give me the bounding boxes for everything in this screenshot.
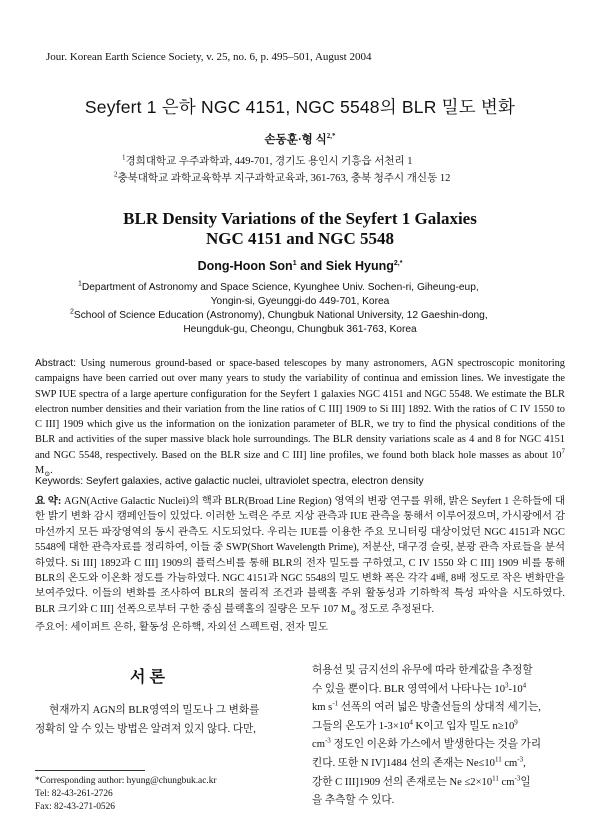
intro-right-line-3-sup: -1 [332,699,339,708]
intro-right-line-2-sup1: 3 [505,681,509,690]
english-affiliation-line-1 [78,282,479,293]
english-authors [0,259,600,273]
korean-abstract [35,494,565,621]
english-author-1: Dong-Hoon Son [197,259,293,273]
intro-right-line-7 [312,774,572,793]
section-heading: 서 론 [130,669,165,686]
english-affiliation-2-text: Yongin-si, Gyeunggi-do 449-701, Korea [210,296,390,307]
korean-affiliation-1 [122,153,413,168]
intro-right-line-3-a: km s [312,702,333,714]
intro-right-line-2-a: 수 있을 뿐이다. BLR 영역에서 나타나는 10 [312,683,506,695]
intro-right-line-6-sup1: 11 [494,755,502,764]
korean-keywords: 주요어: 세이퍼트 은하, 활동성 은하핵, 자외선 스펙트럼, 전자 밀도 [35,622,328,633]
korean-abstract-sub: ⊙ [350,608,357,617]
intro-right-line-6-b: cm [501,757,518,769]
korean-affiliation-1-text: 경희대학교 우주과학과, 449-701, 경기도 용인시 기흥읍 서천리 1 [125,156,413,167]
english-abstract [35,356,565,482]
english-affiliation-3-text: School of Science Education (Astronomy), Chungbuk National University, 12 Gaeshin-dong, [73,310,488,321]
footnote-corresponding: *Corresponding author: hyung@chungbuk.ac.kr [35,776,217,786]
english-affiliation-3-sup: 2 [70,308,74,316]
intro-right-line-7-sup2: -3 [514,774,521,783]
footnote-tel: Tel: 82-43-261-2726 [35,789,113,799]
intro-right-line-7-a: 강한 C III]1909 선의 존재로는 Ne ≤2×10 [312,776,493,788]
intro-right-line-4-sup1: 4 [409,718,413,727]
intro-right-line-5-b: 정도인 이온화 가스에서 발생한다는 것을 가리 [330,739,542,751]
english-keywords: Keywords: Seyfert galaxies, active galactic nuclei, ultraviolet spectra, electron density [35,476,424,487]
intro-right-line-7-sup1: 11 [492,774,499,783]
intro-right-line-6-a: 킨다. 또한 N IV]1484 선의 존재는 Ne≤10 [312,757,495,769]
intro-right-line-4-b: K이고 입자 밀도 n≥10 [412,720,515,732]
english-affiliation-1-sup: 1 [78,280,82,288]
korean-authors [0,131,600,147]
english-affiliation-line-3 [70,310,488,321]
intro-right-line-6 [312,755,572,774]
korean-author-sep: ·형 식 [297,134,327,146]
intro-right-column [312,662,572,811]
abstract-unit: M [35,465,45,477]
intro-right-line-2 [312,681,572,700]
intro-right-line-8: 을 추측할 수 있다. [312,795,395,807]
intro-right-line-2-sup2: 4 [522,681,527,690]
intro-left-line-1: 현재까지 AGN의 BLR영역의 밀도나 그 변화를 [49,705,260,716]
korean-affiliation-1-sup: 1 [122,153,126,162]
korean-abstract-label: 요 약: [35,496,62,507]
english-author-1-sup: 1 [292,259,297,267]
intro-right-line-1: 허용선 및 금지선의 유무에 따라 한계값을 추정할 [312,665,533,676]
abstract-end: . [50,465,53,477]
korean-author-sup: 2,* [326,132,336,141]
abstract-label: Abstract: [35,358,76,369]
abstract-unit-sub: ⊙ [44,470,51,479]
abstract-exp: 7 [561,447,565,456]
intro-right-line-3 [312,699,572,718]
intro-right-line-5 [312,736,572,755]
english-title-line-1: BLR Density Variations of the Seyfert 1 Galaxies [123,209,477,228]
intro-right-line-7-b: cm [498,776,515,788]
korean-affiliation-2 [114,170,450,185]
english-author-2-sup: 2,* [393,259,403,267]
intro-right-line-7-c: 일 [520,776,531,788]
english-author-2: and Siek Hyung [296,259,394,273]
english-affiliation-4-text: Heungduk-gu, Cheongu, Chungbuk 361-763, Korea [183,324,417,335]
intro-right-line-5-sup: -3 [324,736,331,745]
english-affiliation-line-4 [0,324,600,335]
intro-left-line-2: 정확히 알 수 있는 방법은 알려져 있지 않다. 다만, [35,723,256,735]
intro-right-line-2-b: -10 [508,683,523,695]
intro-right-line-6-c: , [523,757,526,769]
intro-right-line-3-b: 선폭의 여러 넓은 방출선들의 상대적 세기는, [338,702,541,714]
footnote-divider [35,770,145,771]
intro-left-column [35,702,285,739]
intro-right-line-4-a: 그들의 온도가 1-3×10 [312,720,410,732]
korean-affiliation-2-text: 충북대학교 과학교육학부 지구과학교육과, 361-763, 충북 청주시 개신동 12 [117,173,451,184]
english-affiliation-line-2 [0,296,600,307]
abstract-text: Using numerous ground-based or space-based telescopes by many astronomers, AGN spectroscopic monitoring campaigns have been carried out over many years to study the variability of continua and emission lines. We investigate the SWP IUE spectra of a large aperture configuration for the Seyfert 1 galaxies NGC 4151 and NGC 5548. We estimate the BLR electron number densities and their variation from the line ratios of C III] 1909 to Si III] 1892. With the ratios of C IV 1550 to C III] 1909 which give us the information on the ionization parameter of BLR, we try to find the physical conditions of the BLR and activities of the super massive black hole surroundings. The BLR density variations scale as 4 and 8 for NGC 4151 and NGC 5548, respectively. Based on the BLR size and C III] line profiles, we found both black hole masses as about 10 [35,358,565,461]
intro-right-line-4 [312,718,572,737]
intro-right-line-5-a: cm [312,739,325,751]
journal-citation: Jour. Korean Earth Science Society, v. 25, no. 6, p. 495–501, August 2004 [46,51,372,63]
korean-abstract-text: AGN(Active Galactic Nuclei)의 핵과 BLR(Broad Line Region) 영역의 변광 연구를 위해, 밝은 Seyfert 1 은하들에 대한 밝기 변화 감시 캠페인들이 있었다. 이러한 노력은 주로 지상 관측과 IUE 관측을 통해서 이루어졌으며, 가시광에서 감마선까지 모든 파장영역의 동시 관측도 시도되었다. 우리는 IUE를 이용한 주요 모니터링 대상이었던 NGC 4151과 NGC 5548에 대한 관측자료를 정리하여, 이들 중 SWP(Short Wavelength Prime), 저분산, 대구경 슬릿, 분광 관측 자료들을 분석하였다. Si III] 1892과 C III] 1909의 플럭스비를 통해 BLR의 전자 밀도를 구하였고, C IV 1550 와 C III] 1909 비를 통해 BLR의 온도와 이온화 정도를 가늠하였다. NGC 4151과 NGC 5548의 밀도 변화 폭은 각각 4배, 8배 정도로 작은 변화만을 보여주었다. 이들의 변화를 조사하여 BLR의 물리적 조건과 블랙홀 주위 활동성과 기하학적 특성 파악을 시도하였다. BLR 크기와 C III] 선폭으로부터 구한 중심 블랙홀의 질량은 모두 107 M [35,496,565,615]
intro-right-line-6-sup2: -3 [517,755,524,764]
english-affiliation-1-text: Department of Astronomy and Space Science, Kyunghee Univ. Sochen-ri, Giheung-eup, [81,282,479,293]
footnote [35,775,217,814]
korean-author-names: 손동훈 [264,134,298,146]
footnote-fax: Fax: 82-43-271-0526 [35,802,115,812]
korean-affiliation-2-sup: 2 [114,170,118,179]
english-title-line-2: NGC 4151 and NGC 5548 [206,229,394,248]
korean-abstract-end: 정도로 추정된다. [356,603,435,615]
korean-title: Seyfert 1 은하 NGC 4151, NGC 5548의 BLR 밀도 변화 [84,97,516,117]
intro-right-line-4-sup2: 9 [514,718,518,727]
english-title [0,209,600,249]
